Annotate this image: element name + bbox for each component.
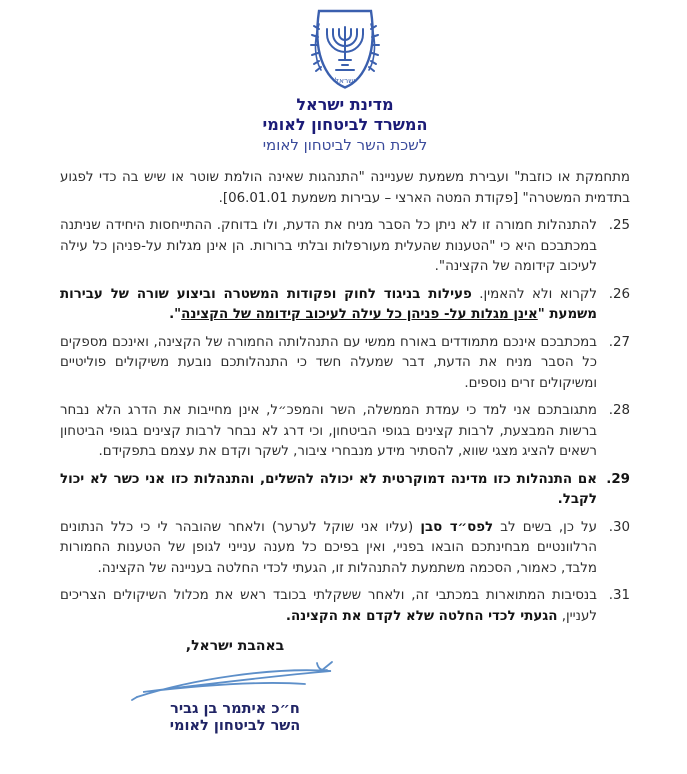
item-text-segment: ". xyxy=(169,307,182,322)
item-number: 27. xyxy=(608,334,630,350)
item-number: 31. xyxy=(608,588,630,603)
item-text-segment: הגעתי לכדי החלטה שלא לקדם את הקצינה. xyxy=(285,608,558,624)
signer-title: השר לביטחון לאומי xyxy=(169,718,301,734)
list-item-29 xyxy=(60,470,630,511)
letterhead xyxy=(60,8,630,155)
item-text-segment: אינן מגלות על- פניהן כל עילה לעיכוב קידומה של הקצינה xyxy=(181,307,538,322)
item-number: 30. xyxy=(608,519,630,535)
emblem-wrap xyxy=(60,8,630,90)
list-item-30 xyxy=(60,518,630,580)
letterhead-ministry: המשרד לביטחון לאומי xyxy=(262,115,428,134)
salutation: באהבת ישראל, xyxy=(185,638,285,654)
list-item-27 xyxy=(60,333,630,395)
item-text: להתנהלות חמורה זו לא ניתן כל הסבר מניח את הדעת, ולו בדוחק. ההתייחסות היחידה שניתנה במכתבכם היא כי "הטענות שהעלית מעורפלות ובלתי ברורות. הן אינן מגלות על-פניהן כל עילה לעיכוב קידומה של הקצינה". xyxy=(60,218,597,274)
item-text-segment: בנסיבות המתוארות במכתבי זה, ולאחר ששקלתי בכובד ראש את מכלול השיקולים הצריכים לעניין, xyxy=(60,588,597,624)
handwritten-signature-icon xyxy=(123,659,348,701)
list-item-28 xyxy=(60,401,630,463)
item-text-segment: לפס״ד סבן xyxy=(420,519,494,535)
item-text: במכתבכם אינכם מתמודדים באורח ממשי עם התנהלותה החמורה של הקצינה, ואינכם מספקים כל הסבר מניח את הדעת, דבר שמעלה חשד כי התנהלותכם נובעת משיקולים פוליטיים ומשיקולים זרים נוספים. xyxy=(60,334,597,391)
item-number: 28. xyxy=(608,403,630,418)
letter-body xyxy=(60,168,630,627)
israel-state-emblem-icon xyxy=(308,8,382,90)
item-text-segment: (עליו אני שוקל לערער) ולאחר שהובהר לי כי כלל הנתונים הרלוונטיים מבחינתכם הובאו בפניי, ואין בפיכם כל מענה ענייני לגופן של הטענות החמורות מלבד, כאמור, הסכמה משתמעת להתנהלות זו, הגעתי לכדי החלטה בעניינה של הקצינה. xyxy=(60,519,597,576)
item-number: 26. xyxy=(608,286,630,302)
item-text-segment: פעילות בניגוד לחוק ופקודות המשטרה וביצוע שורה של עבירות משמעת " xyxy=(60,286,597,322)
item-number: 25. xyxy=(608,218,630,233)
item-text-segment: לקרוא ולא להאמין. xyxy=(471,286,597,302)
item-text-segment: על כן, בשים לב xyxy=(493,519,598,535)
item-number: 29. xyxy=(606,471,630,487)
list-item-31 xyxy=(60,586,630,627)
emblem-caption: ישראל xyxy=(334,76,356,85)
letterhead-state: מדינת ישראל xyxy=(296,95,394,114)
signature-wrap xyxy=(100,659,370,701)
item-text: מתגובתכם אני למד כי עמדת הממשלה, השר והמפכ״ל, אינן מחייבות את הדרג הלא נבחר ברשות המבצעת, לרבות קצינים בגופי הביטחון, וכי דרג לא נבחר לרבות קצינים בגופי הביטחון רשאים להציג מצגי שווא, להסתיר מידע מנבחרי ציבור, לשקר וקדם את עצמם בתפקידם. xyxy=(60,403,597,459)
item-text: אם התנהלות כזו מדינה דמוקרטית לא יכולה להשלים, והתנהלות כזו אני כשר לא יכול לקבל. xyxy=(60,471,597,507)
list-item-25 xyxy=(60,216,630,278)
closing-block xyxy=(100,637,370,735)
signer-name: ח״כ איתמר בן גביר xyxy=(170,701,300,717)
list-item-26 xyxy=(60,285,630,326)
intro-paragraph: מתחמקת או כוזבת" ועבירת משמעת שעניינה "התנהגות שאינה הולמת שוטר או שיש בה כדי לפגוע בתדמית המשטרה" [פקודת המטה הארצי – עבירות משמעת 06.01.01]. xyxy=(60,170,630,206)
letterhead-office: לשכת השר לביטחון לאומי xyxy=(262,136,428,154)
